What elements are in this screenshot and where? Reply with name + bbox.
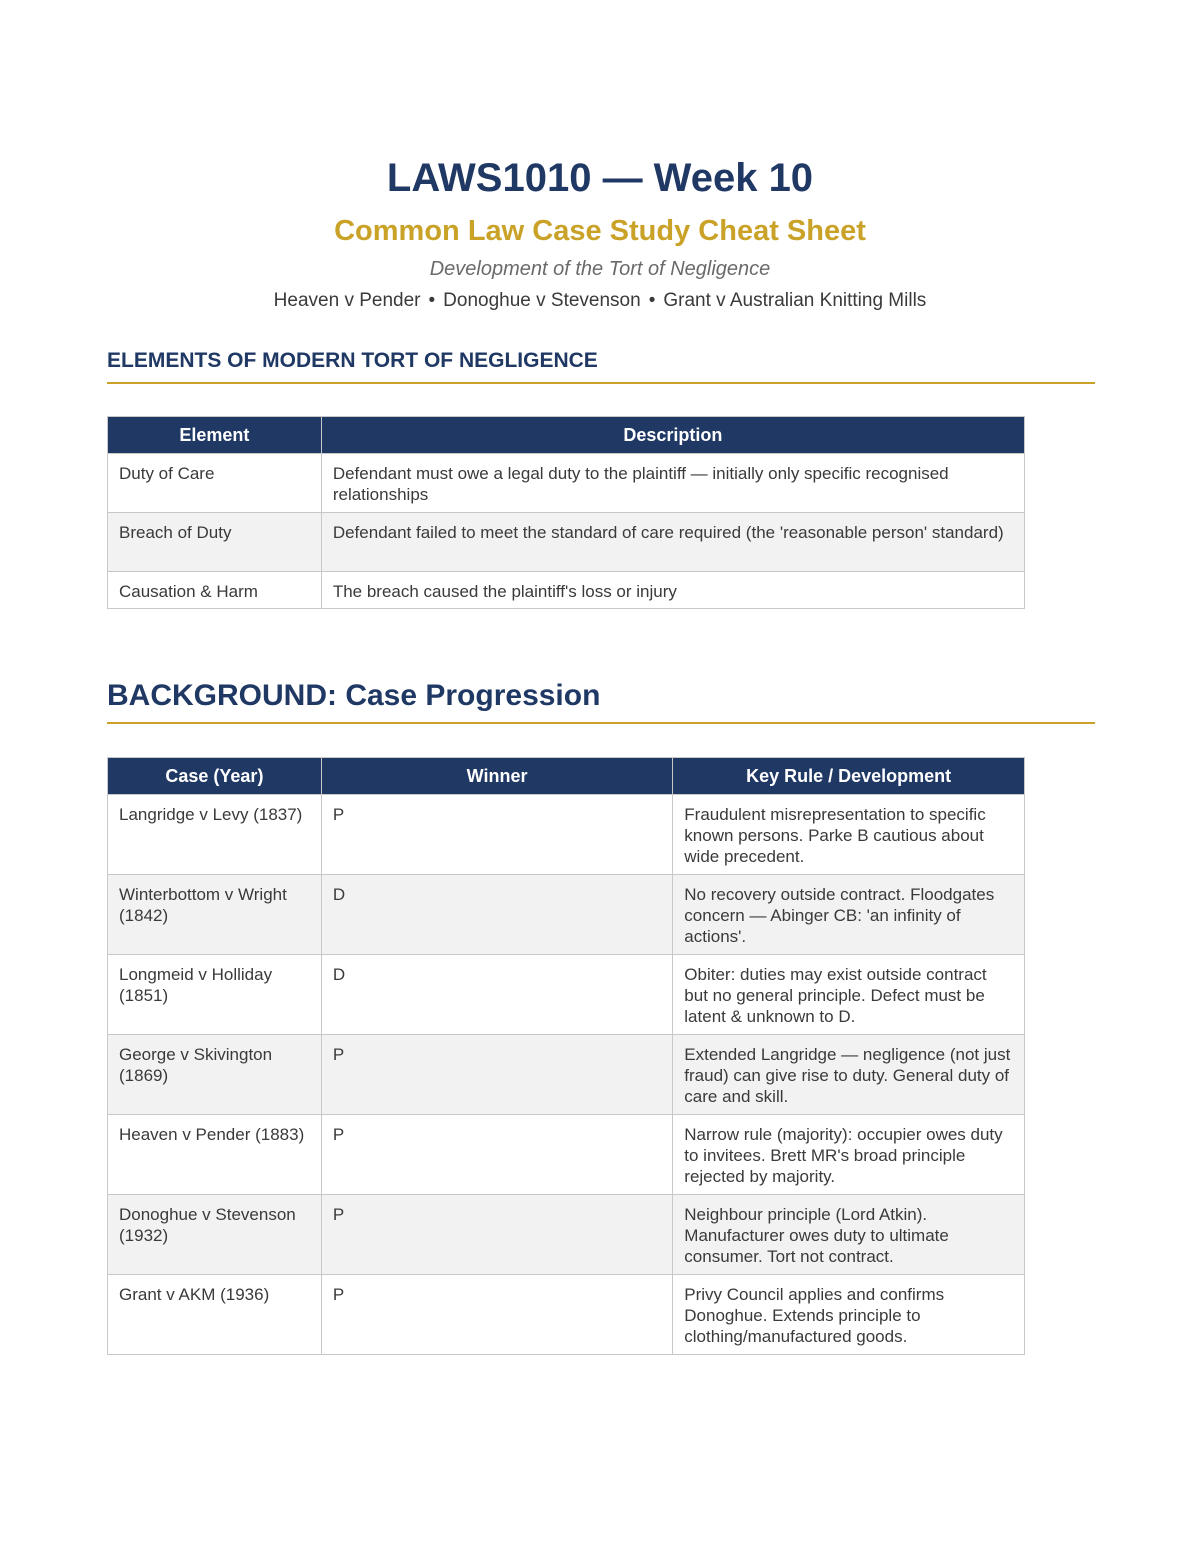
elements-section-heading: ELEMENTS OF MODERN TORT OF NEGLIGENCE <box>107 346 1095 384</box>
background-section-heading: BACKGROUND: Case Progression <box>107 676 1095 724</box>
page-subtitle: Common Law Case Study Cheat Sheet <box>334 215 866 247</box>
case-cell: Heaven v Pender (1883) <box>108 1115 322 1195</box>
elements-table <box>107 416 1025 609</box>
case-cell: Winterbottom v Wright (1842) <box>108 875 322 955</box>
case-cell: Grant v AKM (1936) <box>108 1275 322 1355</box>
page-title: LAWS1010 — Week 10 <box>386 156 814 200</box>
rule-cell: Neighbour principle (Lord Atkin). Manufacturer owes duty to ultimate consumer. Tort not contract. <box>673 1195 1025 1275</box>
table-header-row <box>108 758 1025 795</box>
table-row <box>108 955 1025 1035</box>
featured-case: Grant v Australian Knitting Mills <box>663 290 927 311</box>
bullet-separator: • <box>428 290 436 311</box>
column-header-description: Description <box>321 417 1024 454</box>
winner-cell: P <box>321 795 672 875</box>
winner-cell: P <box>321 1115 672 1195</box>
case-cell: Langridge v Levy (1837) <box>108 795 322 875</box>
table-row <box>108 1195 1025 1275</box>
element-cell: Duty of Care <box>108 454 322 513</box>
winner-cell: D <box>321 955 672 1035</box>
winner-cell: P <box>321 1195 672 1275</box>
description-cell: The breach caused the plaintiff's loss or injury <box>321 572 1024 609</box>
rule-cell: Narrow rule (majority): occupier owes duty to invitees. Brett MR's broad principle rejected by majority. <box>673 1115 1025 1195</box>
table-header-row <box>108 417 1025 454</box>
page-tagline: Development of the Tort of Negligence <box>429 258 771 280</box>
table-row <box>108 572 1025 609</box>
table-row <box>108 1115 1025 1195</box>
element-cell: Causation & Harm <box>108 572 322 609</box>
description-cell: Defendant must owe a legal duty to the plaintiff — initially only specific recognised relationships <box>321 454 1024 513</box>
table-row <box>108 795 1025 875</box>
winner-cell: D <box>321 875 672 955</box>
rule-cell: Privy Council applies and confirms Donoghue. Extends principle to clothing/manufactured goods. <box>673 1275 1025 1355</box>
table-row <box>108 875 1025 955</box>
featured-cases-line <box>0 287 1200 315</box>
column-header-winner: Winner <box>321 758 672 795</box>
featured-case: Heaven v Pender <box>273 290 421 311</box>
bullet-separator: • <box>648 290 656 311</box>
case-cell: George v Skivington (1869) <box>108 1035 322 1115</box>
rule-cell: Extended Langridge — negligence (not just fraud) can give rise to duty. General duty of care and skill. <box>673 1035 1025 1115</box>
rule-cell: Fraudulent misrepresentation to specific known persons. Parke B cautious about wide precedent. <box>673 795 1025 875</box>
case-cell: Longmeid v Holliday (1851) <box>108 955 322 1035</box>
column-header-case: Case (Year) <box>108 758 322 795</box>
case-progression-table <box>107 757 1025 1355</box>
case-cell: Donoghue v Stevenson (1932) <box>108 1195 322 1275</box>
winner-cell: P <box>321 1035 672 1115</box>
table-row <box>108 1275 1025 1355</box>
winner-cell: P <box>321 1275 672 1355</box>
table-row <box>108 513 1025 572</box>
table-row <box>108 1035 1025 1115</box>
column-header-key-rule: Key Rule / Development <box>673 758 1025 795</box>
table-row <box>108 454 1025 513</box>
rule-cell: No recovery outside contract. Floodgates concern — Abinger CB: 'an infinity of actions'. <box>673 875 1025 955</box>
featured-case: Donoghue v Stevenson <box>443 290 641 311</box>
rule-cell: Obiter: duties may exist outside contract but no general principle. Defect must be latent & unknown to D. <box>673 955 1025 1035</box>
description-cell: Defendant failed to meet the standard of care required (the 'reasonable person' standard) <box>321 513 1024 572</box>
column-header-element: Element <box>108 417 322 454</box>
element-cell: Breach of Duty <box>108 513 322 572</box>
